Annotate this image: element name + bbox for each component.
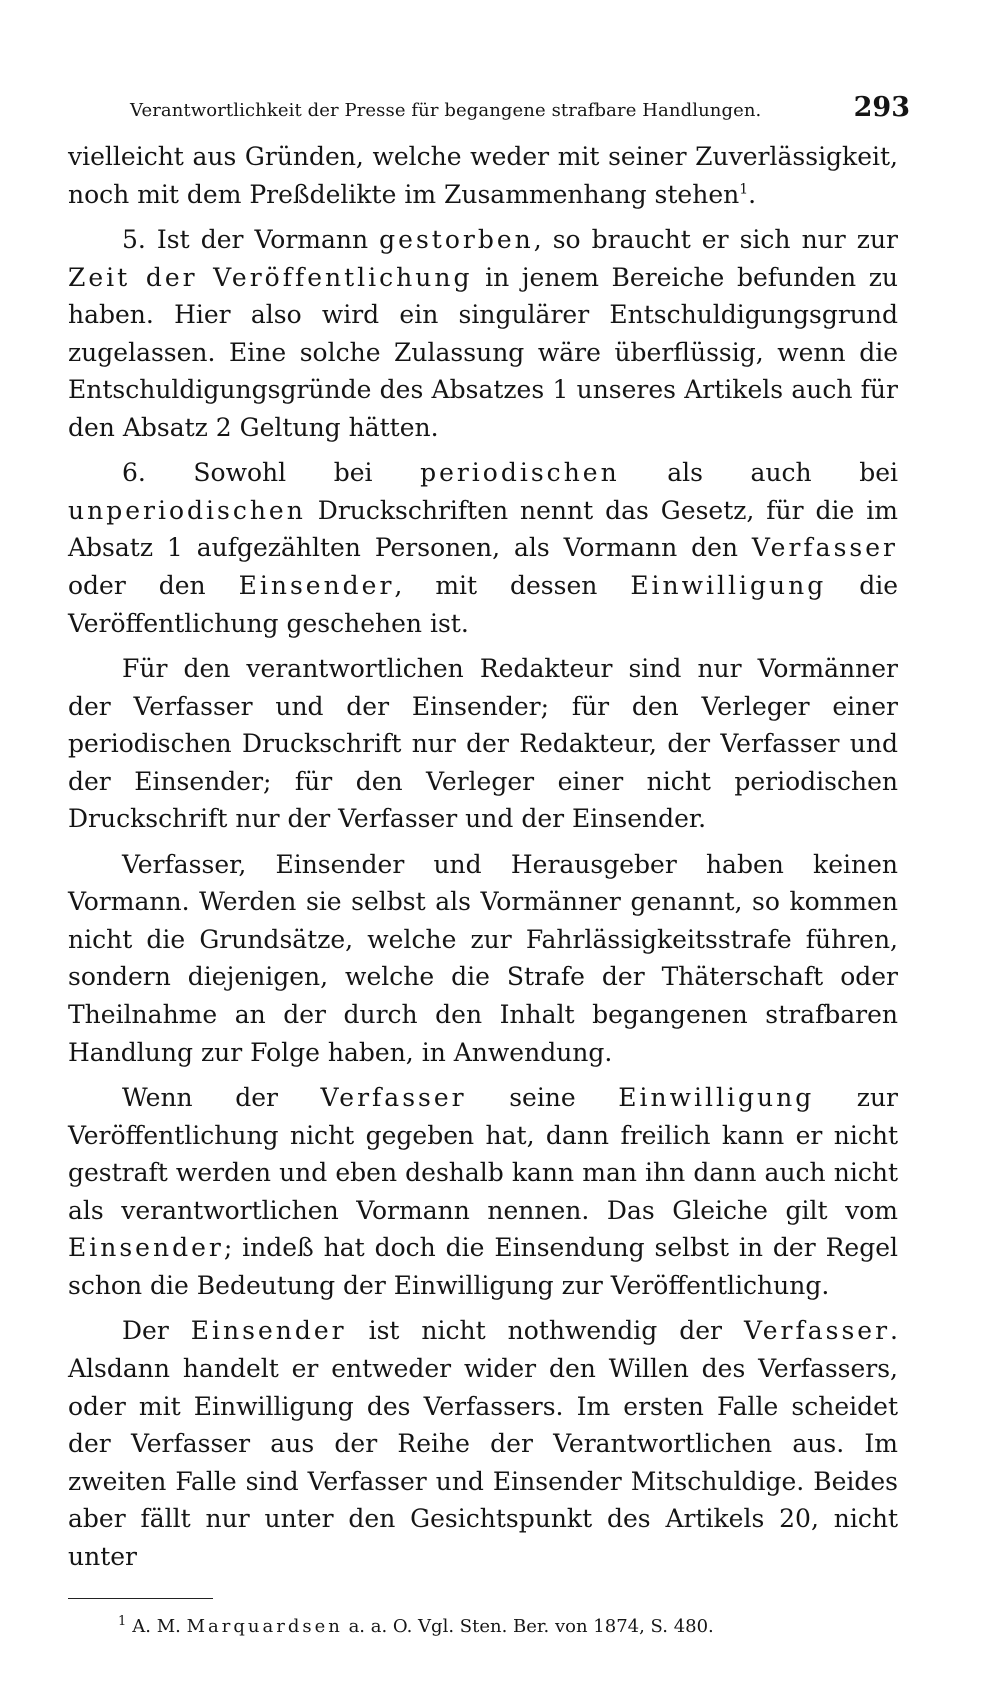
spaced-emphasis: gestorben — [379, 225, 534, 255]
paragraph-4: Für den verantwortlichen Redakteur sind nur Vormänner der Verfasser und der Einsender; für den Verleger einer periodischen Druckschrift nur der Redakteur, der Verfasser und der Einsender; für den Verleger einer nicht periodischen Druckschrift nur der Verfasser und der Einsender. — [68, 654, 898, 834]
paragraph-6: Wenn der Verfasser seine Einwilligung zur Veröffentlichung nicht gegeben hat, dann freilich kann er nicht gestraft werden und eben deshalb kann man ihn dann auch nicht als verantwortlichen Vormann nennen. Das Gleiche gilt vom Einsender; indeß hat doch die Einsendung selbst in der Regel schon die Bedeutung der Einwilligung zur Veröffentlichung. — [68, 1083, 899, 1300]
footnote-divider — [68, 1598, 213, 1599]
spaced-emphasis: Verfasser — [743, 1316, 891, 1346]
spaced-emphasis: periodischen — [420, 458, 620, 488]
footnote-mark: 1 — [118, 1614, 127, 1629]
spaced-emphasis: Marquardsen — [186, 1616, 343, 1637]
spaced-emphasis: Einsender — [238, 571, 395, 601]
spaced-emphasis: unperiodischen — [68, 495, 306, 525]
page-header — [130, 92, 910, 132]
footnote: $^1$ A. M. Marquardsen a. a. O. Vgl. Sten. Ber. von 1874, S. 480. — [118, 1614, 714, 1637]
spaced-emphasis: Einwilligung — [630, 571, 827, 601]
paragraph-7: Der Einsender ist nicht nothwendig der Verfasser. Alsdann handelt er entweder wider den Willen des Verfassers, oder mit Einwilligung des Verfassers. Im ersten Falle scheidet der Verfasser aus der Reihe der Verantwortlichen aus. Im zweiten Falle sind Verfasser und Einsender Mitschuldige. Beides aber fällt nur unter den Gesichtspunkt des Artikels 20, nicht unter — [68, 1316, 898, 1571]
paragraph-3: 6. Sowohl bei periodischen als auch bei unperiodischen Druckschriften nennt das Gesetz, für die im Absatz 1 aufgezählten Personen, als Vormann den Verfasser oder den Einsender, mit dessen Einwilligung die Veröffentlichung geschehen ist. — [68, 458, 898, 638]
page-number: 293 — [853, 92, 910, 123]
spaced-emphasis: Einsender — [190, 1316, 347, 1346]
paragraph-2: 5. Ist der Vormann gestorben, so braucht er sich nur zur Zeit der Veröffentlichung in jenem Bereiche befunden zu haben. Hier also wird ein singulärer Entschuldigungsgrund zugelassen. Eine solche Zulassung wäre überflüssig, wenn die Entschuldigungsgründe des Absatzes 1 unseres Artikels auch für den Absatz 2 Geltung hätten. — [68, 225, 899, 442]
spaced-emphasis: Einwilligung — [618, 1083, 815, 1113]
paragraph-5: Verfasser, Einsender und Herausgeber haben keinen Vormann. Werden sie selbst als Vormänner genannt, so kommen nicht die Grundsätze, welche zur Fahrlässigkeitsstrafe führen, sondern diejenigen, welche die Strafe der Thäterschaft oder Theilnahme an der durch den Inhalt begangenen strafbaren Handlung zur Folge haben, in Anwendung. — [68, 849, 898, 1067]
paragraph-1: vielleicht aus Gründen, welche weder mit seiner Zuverlässigkeit, noch mit dem Preßdelikte im Zusammenhang stehen$^1$. — [68, 142, 898, 209]
footnote-ref: 1 — [739, 181, 749, 198]
running-head: Verantwortlichkeit der Presse für begangene strafbare Handlungen. — [130, 100, 762, 121]
body-text — [68, 138, 898, 1583]
spaced-emphasis: Einsender — [68, 1233, 224, 1263]
spaced-emphasis: Verfasser — [320, 1083, 467, 1113]
spaced-emphasis: Zeit der Veröffentlichung — [68, 262, 473, 292]
spaced-emphasis: Verfasser — [751, 533, 898, 563]
